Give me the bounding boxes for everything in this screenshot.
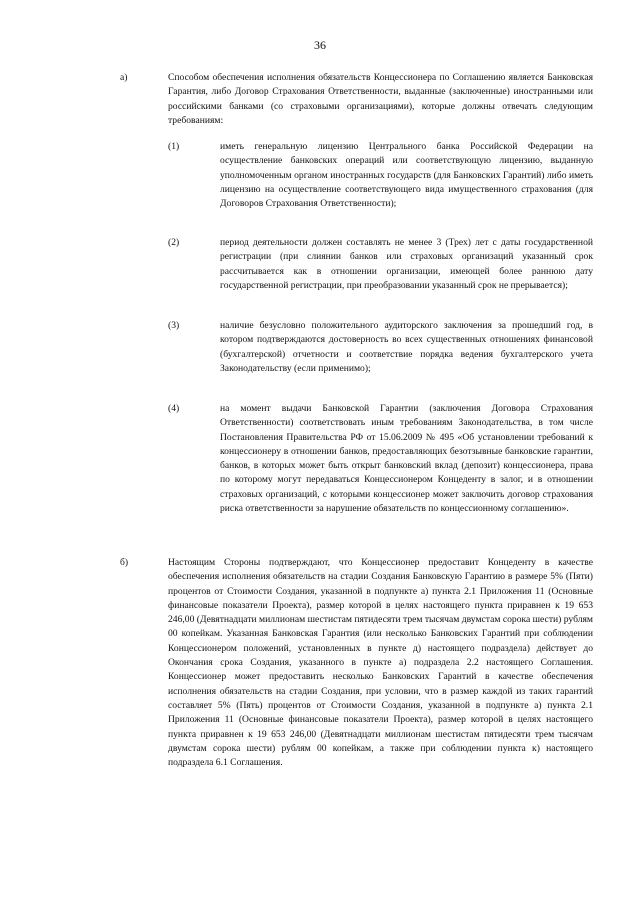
subitem-label: (1) bbox=[168, 141, 180, 152]
clause-label: а) bbox=[120, 72, 128, 83]
page-number: 36 bbox=[314, 38, 326, 52]
clause-text: Способом обеспечения исполнения обязательств Концессионера по Соглашению является Банковская Гарантия, либо Договор Страхования Ответственности, выданные (заключенные) иностранными или российскими банками (со страховыми организациями), которые должны отвечать следующим требованиям: bbox=[168, 72, 593, 126]
subitem-text: иметь генеральную лицензию Центрального банка Российской Федерации на осуществление банковских операций или соответствующую лицензию, выданную уполномоченным органом иностранных государств (для Банковских Гарантий) либо иметь лицензию на осуществление соответствующего вида имущественного страхования (для Договоров Страхования Ответственности); bbox=[220, 141, 593, 210]
subitem-label: (2) bbox=[168, 237, 180, 248]
subitem-text: на момент выдачи Банковской Гарантии (заключения Договора Страхования Ответственности) соответствовать иным требованиям Законодательства, в том числе Постановления Правительства РФ от 15.06.2009 № 495 «Об установлении требований к концессионеру в отношении банков, предоставляющих безотзывные банковские гарантии, банков, в которых может быть открыт банковский вклад (депозит) концессионера, права по которому могут передаваться Концессионером Концеденту в залог, и в отношении страховых организаций, с которыми концессионер может заключить договор страхования риска ответственности за нарушение обязательств по концессионному соглашению». bbox=[220, 403, 593, 515]
clause-text: Настоящим Стороны подтверждают, что Концессионер предоставит Концеденту в качестве обеспечения исполнения обязательств на стадии Создания Банковскую Гарантию в размере 5% (Пяти) процентов от Стоимости Создания, указанной в подпункте а) пункта 2.1 Приложения 11 (Основные финансовые показатели Проекта), размер которой в целях настоящего пункта приравнен к 19 653 246,00 (Девятнадцати миллионам шестистам пятидесяти трем тысячам двумстам сорока шести) рублям 00 копейкам. Указанная Банковская Гарантия (или несколько Банковских Гарантий при соблюдении Концессионером положений, установленных в пункте д) настоящего подраздела) действует до Окончания срока Создания, указанного в пункте а) подраздела 2.2 настоящего Соглашения. Концессионер может предоставить несколько Банковских Гарантий в качестве обеспечения исполнения обязательств на стадии Создания, при условии, что в размер каждой из таких гарантий составляет 5% (Пять) процентов от Стоимости Создания, указанной в подпункте а) пункта 2.1 Приложения 11 (Основные финансовые показатели Проекта), размер которой в целях настоящего пункта приравнен к 19 653 246,00 (Девятнадцати миллионам шестистам пятидесяти трем тысячам двумстам сорока шести) рублям 00 копейкам, а также при соблюдении пункта к) настоящего подраздела 6.1 Соглашения. bbox=[168, 557, 593, 769]
subitem-text: период деятельности должен составлять не менее 3 (Трех) лет с даты государственной регистрации (при слиянии банков или страховых организаций указанный срок рассчитывается как в отношении организации, имеющей более раннюю дату государственной регистрации, при преобразовании указанный срок не прерывается); bbox=[220, 237, 593, 291]
clause-label: б) bbox=[120, 557, 129, 568]
subitem-label: (4) bbox=[168, 403, 180, 414]
subitem-text: наличие безусловно положительного аудиторского заключения за прошедший год, в котором подтверждаются достоверность во всех существенных отношениях финансовой (бухгалтерской) отчетности и соответствие порядка ведения бухгалтерского учета Законодательству (если применимо); bbox=[220, 320, 593, 374]
subitem-label: (3) bbox=[168, 320, 180, 331]
